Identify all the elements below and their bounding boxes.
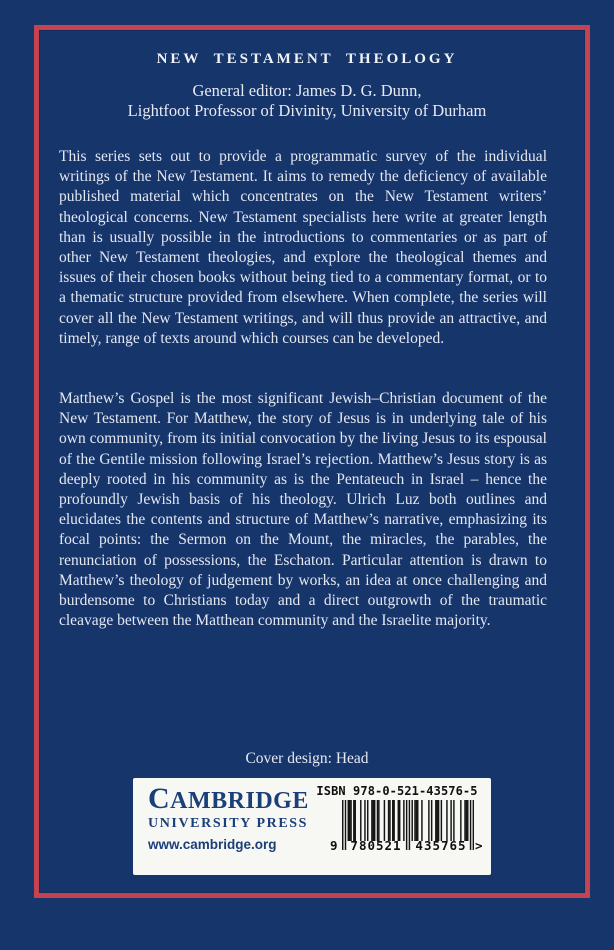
barcode-digits-right: 435765: [415, 838, 467, 853]
barcode-digits: [330, 838, 483, 853]
university-press-label: UNIVERSITY PRESS: [148, 816, 309, 831]
barcode-tail: >: [475, 838, 483, 853]
barcode: [330, 800, 483, 853]
masthead: [0, 50, 614, 121]
barcode-digits-left: 780521: [350, 838, 402, 853]
isbn-block: [308, 784, 486, 853]
publisher-website: www.cambridge.org: [148, 837, 277, 852]
series-title: NEW TESTAMENT THEOLOGY: [156, 51, 458, 67]
barcode-digit-lead: 9: [330, 838, 338, 853]
editor-line-2: Lightfoot Professor of Divinity, University of Durham: [127, 101, 487, 120]
cambridge-wordmark: CAMBRIDGE: [148, 782, 309, 815]
publisher-identity: [148, 782, 309, 852]
publisher-panel: [133, 778, 491, 875]
editor-line-1: General editor: James D. G. Dunn,: [192, 81, 422, 100]
isbn-label: ISBN 978-0-521-43576-5: [316, 784, 478, 798]
series-blurb: This series sets out to provide a programmatic survey of the individual writings of the New Testament. It aims to remedy the deficiency of available published material which concentrates on the New Testament writers’ theological concerns. New Testament specialists here write at greater length than is usually possible in the introductions to commentaries or as part of other New Testament theologies, and explore the theological themes and issues of their chosen books without being tied to a commentary format, or to a thematic structure provided from elsewhere. When complete, the series will cover all the New Testament writings, and will thus provide an attractive, and timely, range of texts around which courses can be developed.: [59, 148, 547, 347]
book-blurb: Matthew’s Gospel is the most significant Jewish–Christian document of the New Testament. For Matthew, the story of Jesus is in underlying tale of his own community, from its initial convocation by the living Jesus to its espousal of the Gentile mission following Israel’s rejection. Matthew’s Jesus story is as deeply rooted in his community as is the Pentateuch in Israel – hence the profoundly Jewish basis of his theology. Ulrich Luz both outlines and elucidates the contents and structure of Matthew’s narrative, emphasizing its focal points: the Sermon on the Mount, the miracles, the parables, the renunciation of possessions, the Eschaton. Particular attention is drawn to Matthew’s theology of judgement by works, an idea at once challenging and burdensome to Christians today and a direct outgrowth of the traumatic cleavage between the Matthean community and the Israelite majority.: [59, 390, 547, 630]
cover-design-credit: Cover design: Head: [245, 750, 369, 767]
editor-info: [0, 81, 614, 121]
